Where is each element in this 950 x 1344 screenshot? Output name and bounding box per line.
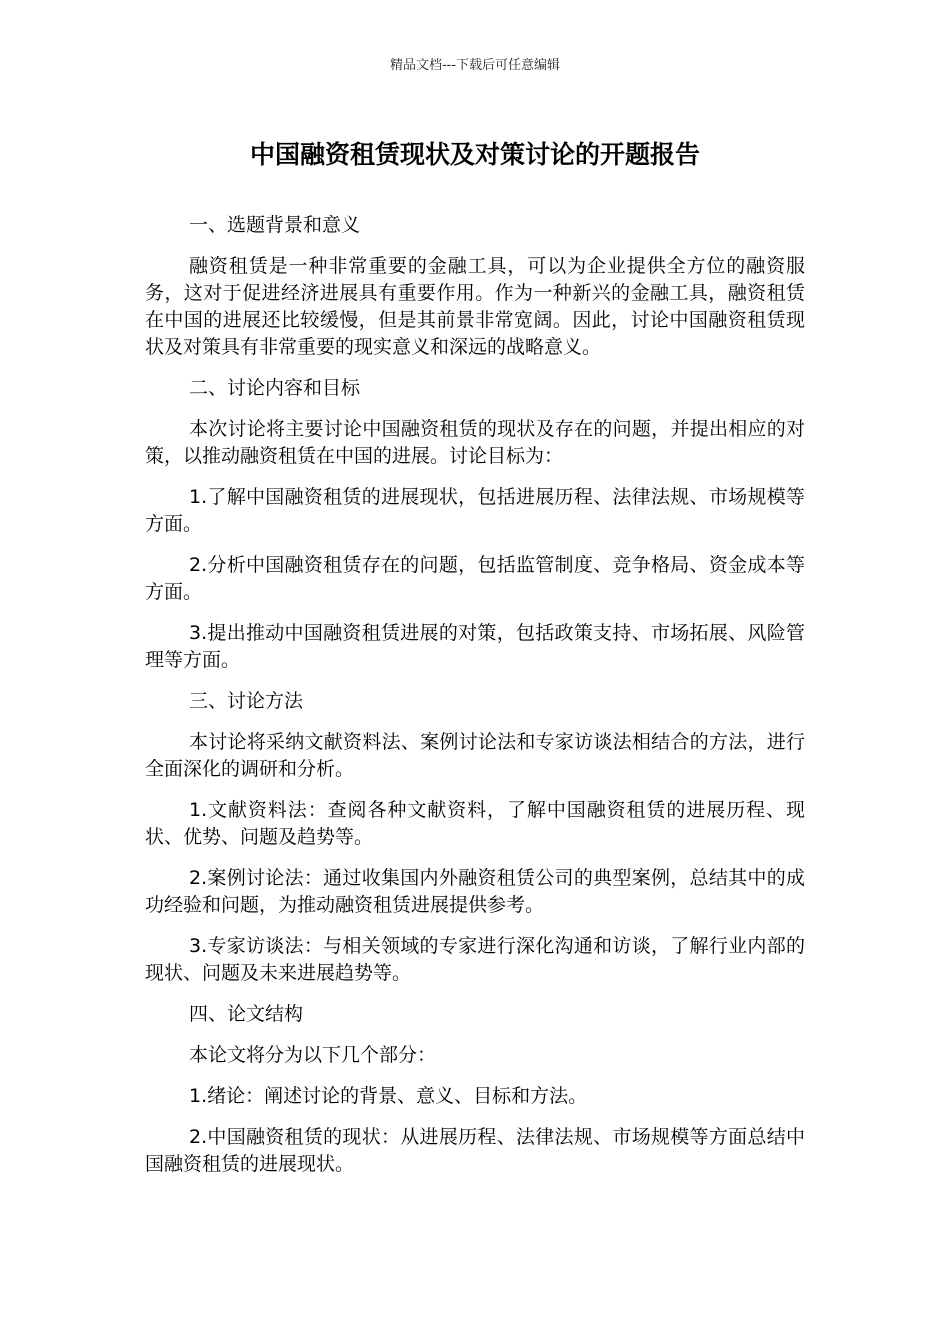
paragraph-method-3: 3.专家访谈法：与相关领域的专家进行深化沟通和访谈，了解行业内部的现状、问题及未来进展趋势等。 xyxy=(145,935,805,984)
paragraph-structure-2: 2.中国融资租赁的现状：从进展历程、法律法规、市场规模等方面总结中国融资租赁的进展现状。 xyxy=(145,1126,805,1175)
paragraph-structure-intro: 本论文将分为以下几个部分： xyxy=(189,1044,437,1066)
paragraph-method-2: 2.案例讨论法：通过收集国内外融资租赁公司的典型案例，总结其中的成功经验和问题，为推动融资租赁进展提供参考。 xyxy=(145,867,805,916)
paragraph-methods-intro: 本讨论将采纳文献资料法、案例讨论法和专家访谈法相结合的方法，进行全面深化的调研和分析。 xyxy=(145,731,805,780)
paragraph-structure-1: 1.绪论：阐述讨论的背景、意义、目标和方法。 xyxy=(189,1085,588,1107)
paragraph-goal-3: 3.提出推动中国融资租赁进展的对策，包括政策支持、市场拓展、风险管理等方面。 xyxy=(145,622,805,671)
section-heading-content-goals: 二、讨论内容和目标 xyxy=(189,377,361,399)
paragraph-method-1: 1.文献资料法：查阅各种文献资料，了解中国融资租赁的进展历程、现状、优势、问题及趋势等。 xyxy=(145,799,805,848)
page-header: 精品文档---下载后可任意编辑 xyxy=(389,58,561,73)
document-title: 中国融资租赁现状及对策讨论的开题报告 xyxy=(249,140,700,169)
section-heading-methods: 三、讨论方法 xyxy=(189,690,304,712)
paragraph-goal-1: 1.了解中国融资租赁的进展现状，包括进展历程、法律法规、市场规模等方面。 xyxy=(145,486,805,535)
paragraph-goal-2: 2.分析中国融资租赁存在的问题，包括监管制度、竞争格局、资金成本等方面。 xyxy=(145,554,805,603)
document-body xyxy=(145,212,805,1192)
section-heading-background: 一、选题背景和意义 xyxy=(189,214,361,236)
paragraph-background: 融资租赁是一种非常重要的金融工具，可以为企业提供全方位的融资服务，这对于促进经济进展具有重要作用。作为一种新兴的金融工具，融资租赁在中国的进展还比较缓慢，但是其前景非常宽阔。因此，讨论中国融资租赁现状及对策具有非常重要的现实意义和深远的战略意义。 xyxy=(145,255,805,358)
section-heading-structure: 四、论文结构 xyxy=(189,1003,304,1025)
paragraph-content-intro: 本次讨论将主要讨论中国融资租赁的现状及存在的问题，并提出相应的对策，以推动融资租赁在中国的进展。讨论目标为： xyxy=(145,418,805,467)
